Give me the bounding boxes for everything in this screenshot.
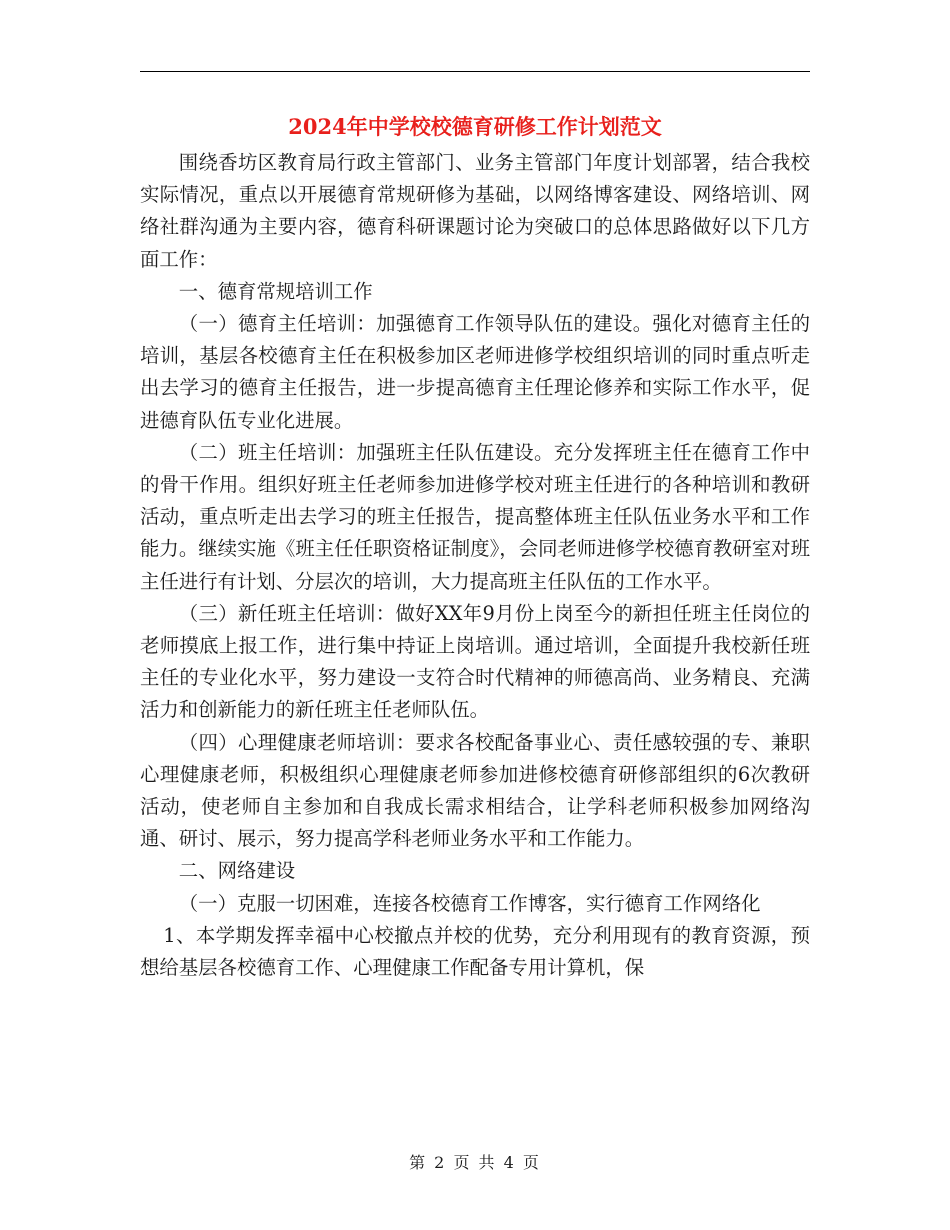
header-rule: [140, 71, 810, 72]
paragraph-1-3: （三）新任班主任培训：做好XX年9月份上岗至今的新担任班主任岗位的老师摸底上报工作，进行集中持证上岗培训。通过培训，全面提升我校新任班主任的专业化水平，努力建设一支符合时代精神的师德高尚、业务精良、充满活力和创新能力的新任班主任老师队伍。: [140, 601, 810, 722]
document-body: [140, 147, 810, 984]
section-heading-1: 一、德育常规培训工作: [178, 279, 373, 303]
paragraph-2-1-1: 1、本学期发挥幸福中心校撤点并校的优势，充分利用现有的教育资源，预想给基层各校德育工作、心理健康工作配备专用计算机，保: [140, 923, 810, 980]
page-footer: 第 2 页 共 4 页: [409, 1153, 541, 1172]
paragraph-intro: 围绕香坊区教育局行政主管部门、业务主管部门年度计划部署，结合我校实际情况，重点以开展德育常规研修为基础，以网络博客建设、网络培训、网络社群沟通为主要内容，德育科研课题讨论为突破口的总体思路做好以下几方面工作：: [140, 151, 810, 271]
section-heading-2: 二、网络建设: [178, 859, 296, 883]
paragraph-2-1: （一）克服一切困难，连接各校德育工作博客，实行德育工作网络化: [178, 891, 761, 915]
paragraph-1-1: （一）德育主任培训：加强德育工作领导队伍的建设。强化对德育主任的培训，基层各校德育主任在积极参加区老师进修学校组织培训的同时重点听走出去学习的德育主任报告，进一步提高德育主任理论修养和实际工作水平，促进德育队伍专业化进展。: [140, 312, 810, 432]
paragraph-1-2: （二）班主任培训：加强班主任队伍建设。充分发挥班主任在德育工作中的骨干作用。组织好班主任老师参加进修学校对班主任进行的各种培训和教研活动，重点听走出去学习的班主任报告，提高整体班主任队伍业务水平和工作能力。继续实施《班主任任职资格证制度》，会同老师进修学校德育教研室对班主任进行有计划、分层次的培训，大力提高班主任队伍的工作水平。: [140, 440, 810, 593]
document-title: 2024年中学校校德育研修工作计划范文: [288, 114, 662, 139]
paragraph-1-4: （四）心理健康老师培训：要求各校配备事业心、责任感较强的专、兼职心理健康老师，积极组织心理健康老师参加进修校德育研修部组织的6次教研活动，使老师自主参加和自我成长需求相结合，让学科老师积极参加网络沟通、研讨、展示，努力提高学科老师业务水平和工作能力。: [140, 730, 810, 851]
